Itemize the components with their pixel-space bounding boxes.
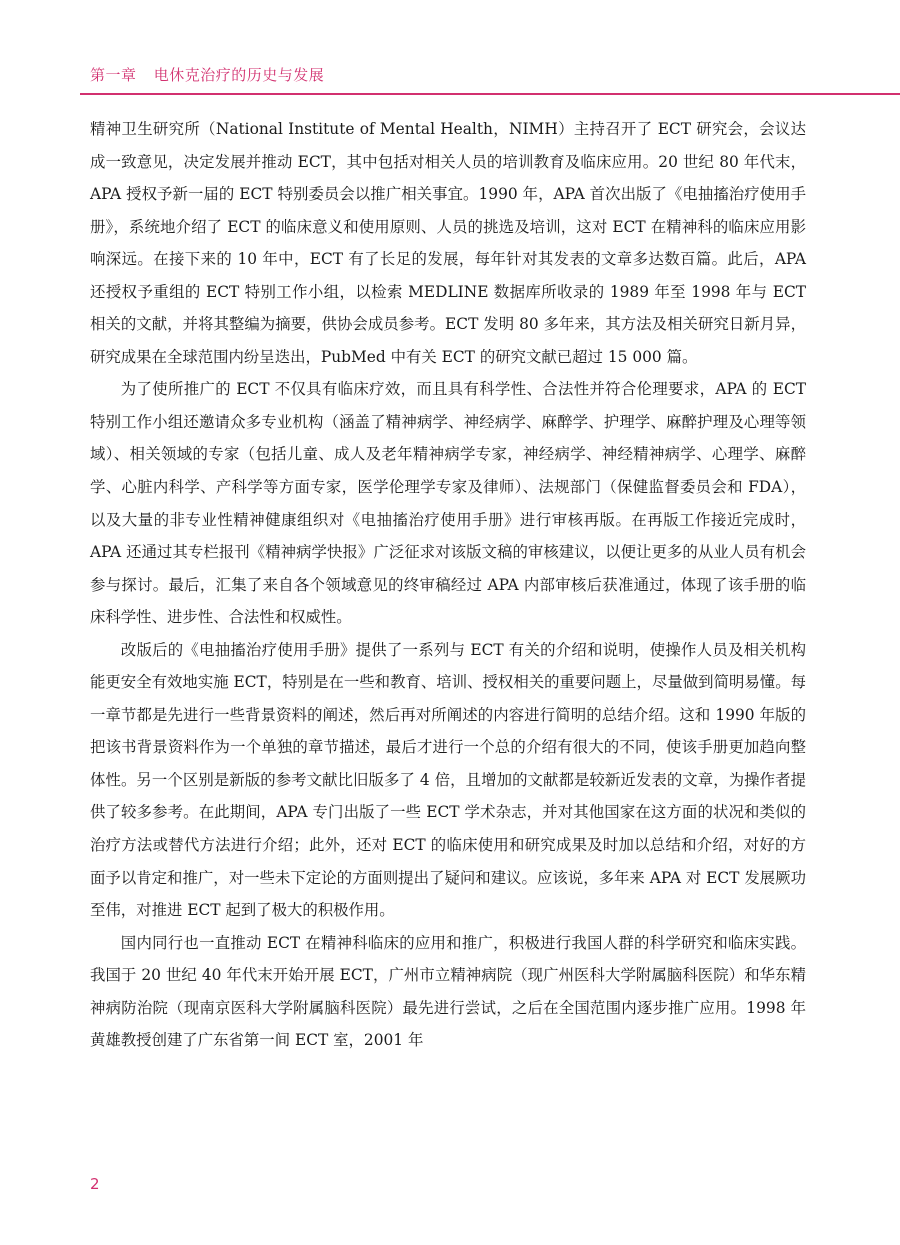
paragraph-3: 改版后的《电抽搐治疗使用手册》提供了一系列与 ECT 有关的介绍和说明，使操作人员及相关机构能更安全有效地实施 ECT，特别是在一些和教育、培训、授权相关的重要问题上，尽量做到简明易懂。每一章节都是先进行一些背景资料的阐述，然后再对所阐述的内容进行简明的总结介绍。这和 1990 年版的把该书背景资料作为一个单独的章节描述，最后才进行一个总的介绍有很大的不同，使该手册更加趋向整体性。另一个区别是新版的参考文献比旧版多了 4 倍，且增加的文献都是较新近发表的文章，为操作者提供了较多参考。在此期间，APA 专门出版了一些 ECT 学术杂志，并对其他国家在这方面的状况和类似的治疗方法或替代方法进行介绍；此外，还对 ECT 的临床使用和研究成果及时加以总结和介绍，对好的方面予以肯定和推广，对一些未下定论的方面则提出了疑问和建议。应该说，多年来 APA 对 ECT 发展厥功至伟，对推进 ECT 起到了极大的积极作用。 xyxy=(90,640,806,920)
header-divider xyxy=(80,93,900,95)
page-number: 2 xyxy=(90,1175,100,1193)
paragraph-4: 国内同行也一直推动 ECT 在精神科临床的应用和推广，积极进行我国人群的科学研究和临床实践。我国于 20 世纪 40 年代末开始开展 ECT，广州市立精神病院（现广州医科大学附属脑科医院）和华东精神病防治院（现南京医科大学附属脑科医院）最先进行尝试，之后在全国范围内逐步推广应用。1998 年黄雄教授创建了广东省第一间 ECT 室，2001 年 xyxy=(90,933,806,1050)
chapter-number: 第一章 xyxy=(90,66,137,84)
paragraph-1: 精神卫生研究所（National Institute of Mental Health，NIMH）主持召开了 ECT 研究会，会议达成一致意见，决定发展并推动 ECT，其中包括对相关人员的培训教育及临床应用。20 世纪 80 年代末，APA 授权予新一届的 ECT 特别委员会以推广相关事宜。1990 年，APA 首次出版了《电抽搐治疗使用手册》，系统地介绍了 ECT 的临床意义和使用原则、人员的挑选及培训，这对 ECT 在精神科的临床应用影响深远。在接下来的 10 年中，ECT 有了长足的发展，每年针对其发表的文章多达数百篇。此后，APA 还授权予重组的 ECT 特别工作小组，以检索 MEDLINE 数据库所收录的 1989 年至 1998 年与 ECT 相关的文献，并将其整编为摘要，供协会成员参考。ECT 发明 80 多年来，其方法及相关研究日新月异，研究成果在全球范围内纷呈迭出，PubMed 中有关 ECT 的研究文献已超过 15 000 篇。 xyxy=(90,120,806,366)
chapter-title: 电休克治疗的历史与发展 xyxy=(153,66,325,84)
paragraph-2: 为了使所推广的 ECT 不仅具有临床疗效，而且具有科学性、合法性并符合伦理要求，APA 的 ECT 特别工作小组还邀请众多专业机构（涵盖了精神病学、神经病学、麻醉学、护理学、麻醉护理及心理等领域）、相关领域的专家（包括儿童、成人及老年精神病学专家，神经病学、神经精神病学、心理学、麻醉学、心脏内科学、产科学等方面专家，医学伦理学专家及律师）、法规部门（保健监督委员会和 FDA），以及大量的非专业性精神健康组织对《电抽搐治疗使用手册》进行审核再版。在再版工作接近完成时，APA 还通过其专栏报刊《精神病学快报》广泛征求对该版文稿的审核建议，以便让更多的从业人员有机会参与探讨。最后，汇集了来自各个领域意见的终审稿经过 APA 内部审核后获准通过，体现了该手册的临床科学性、进步性、合法性和权威性。 xyxy=(90,380,806,627)
body-text xyxy=(90,113,806,1057)
running-header xyxy=(90,64,324,85)
